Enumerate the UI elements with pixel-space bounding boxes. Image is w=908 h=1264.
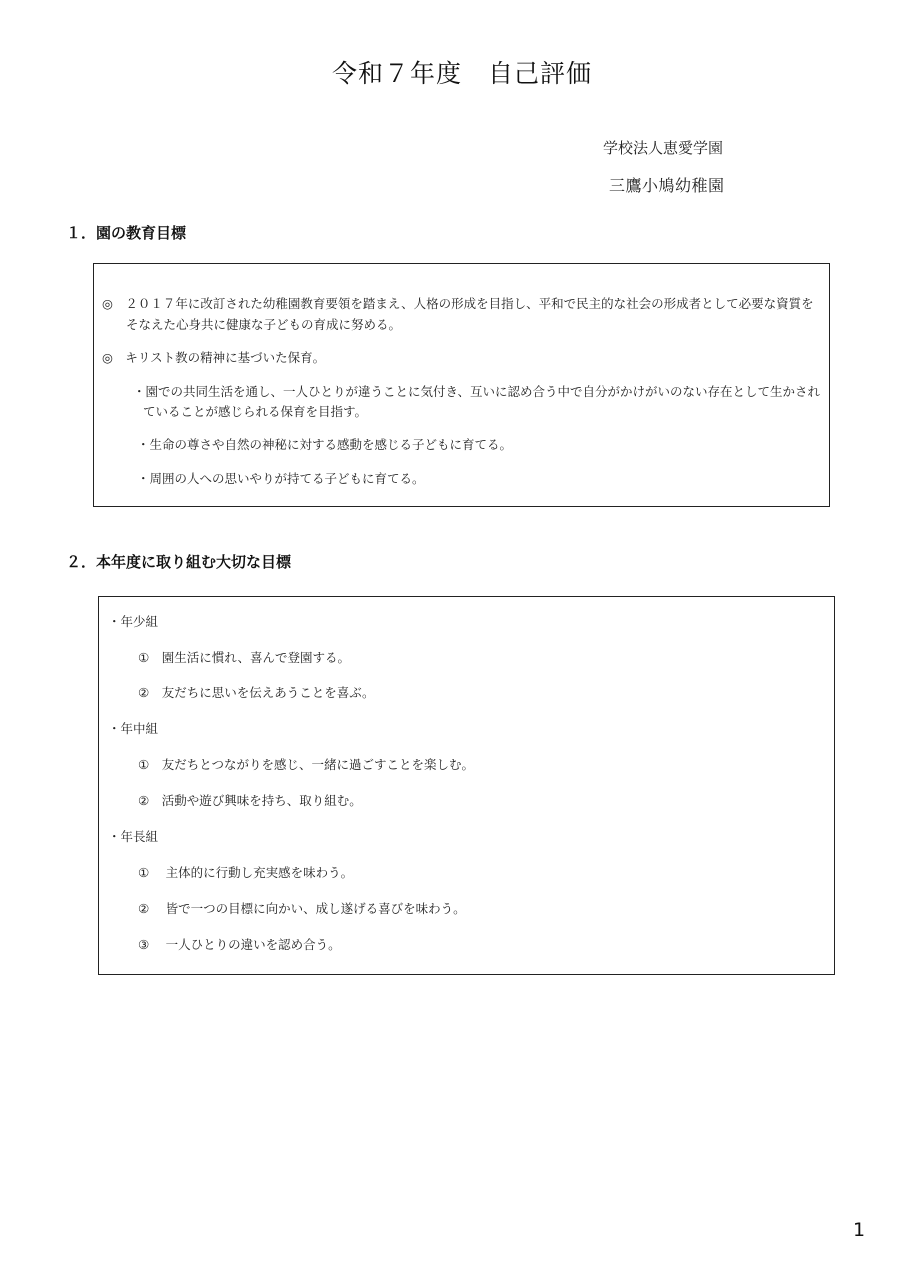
goal-line: ・周囲の人への思いやりが持てる子どもに育てる。 [137, 471, 425, 486]
list-item: ① 友だちとつながりを感じ、一緒に過ごすことを楽しむ。 [138, 757, 474, 772]
page-number: 1 [853, 1219, 866, 1241]
list-item: ③ 一人ひとりの違いを認め合う。 [138, 937, 341, 952]
section1-heading: １．園の教育目標 [66, 224, 187, 242]
goal-line: ・園での共同生活を通し、一人ひとりが違うことに気付き、互いに認め合う中で自分がかけがいのない存在として生かされ [133, 384, 821, 399]
group-label: ・年少組 [108, 614, 159, 629]
list-item: ② 友だちに思いを伝えあうことを喜ぶ。 [138, 685, 375, 700]
group-label: ・年中組 [108, 721, 159, 736]
goal-line: ていることが感じられる保育を目指す。 [143, 404, 368, 419]
list-item: ② 活動や遊び興味を持ち、取り組む。 [138, 793, 362, 808]
kindergarten-name: 三鷹小鳩幼稚園 [609, 176, 725, 195]
list-item: ① 園生活に慣れ、喜んで登園する。 [138, 650, 350, 665]
section2-heading: ２．本年度に取り組む大切な目標 [66, 553, 292, 571]
page-title: 令和７年度 自己評価 [331, 59, 592, 88]
goal-line: ・生命の尊さや自然の神秘に対する感動を感じる子どもに育てる。 [137, 437, 513, 452]
goal-line: ◎ キリスト教の精神に基づいた保育。 [102, 350, 326, 365]
goal-line: ◎ ２０１７年に改訂された幼稚園教育要領を踏まえ、人格の形成を目指し、平和で民主的な社会の形成者として必要な資質を [102, 296, 814, 311]
group-label: ・年長組 [108, 829, 159, 844]
organization-name: 学校法人恵愛学園 [603, 139, 724, 157]
list-item: ② 皆で一つの目標に向かい、成し遂げる喜びを味わう。 [138, 901, 466, 916]
list-item: ① 主体的に行動し充実感を味わう。 [138, 865, 354, 880]
goal-line: そなえた心身共に健康な子どもの育成に努める。 [126, 317, 402, 332]
